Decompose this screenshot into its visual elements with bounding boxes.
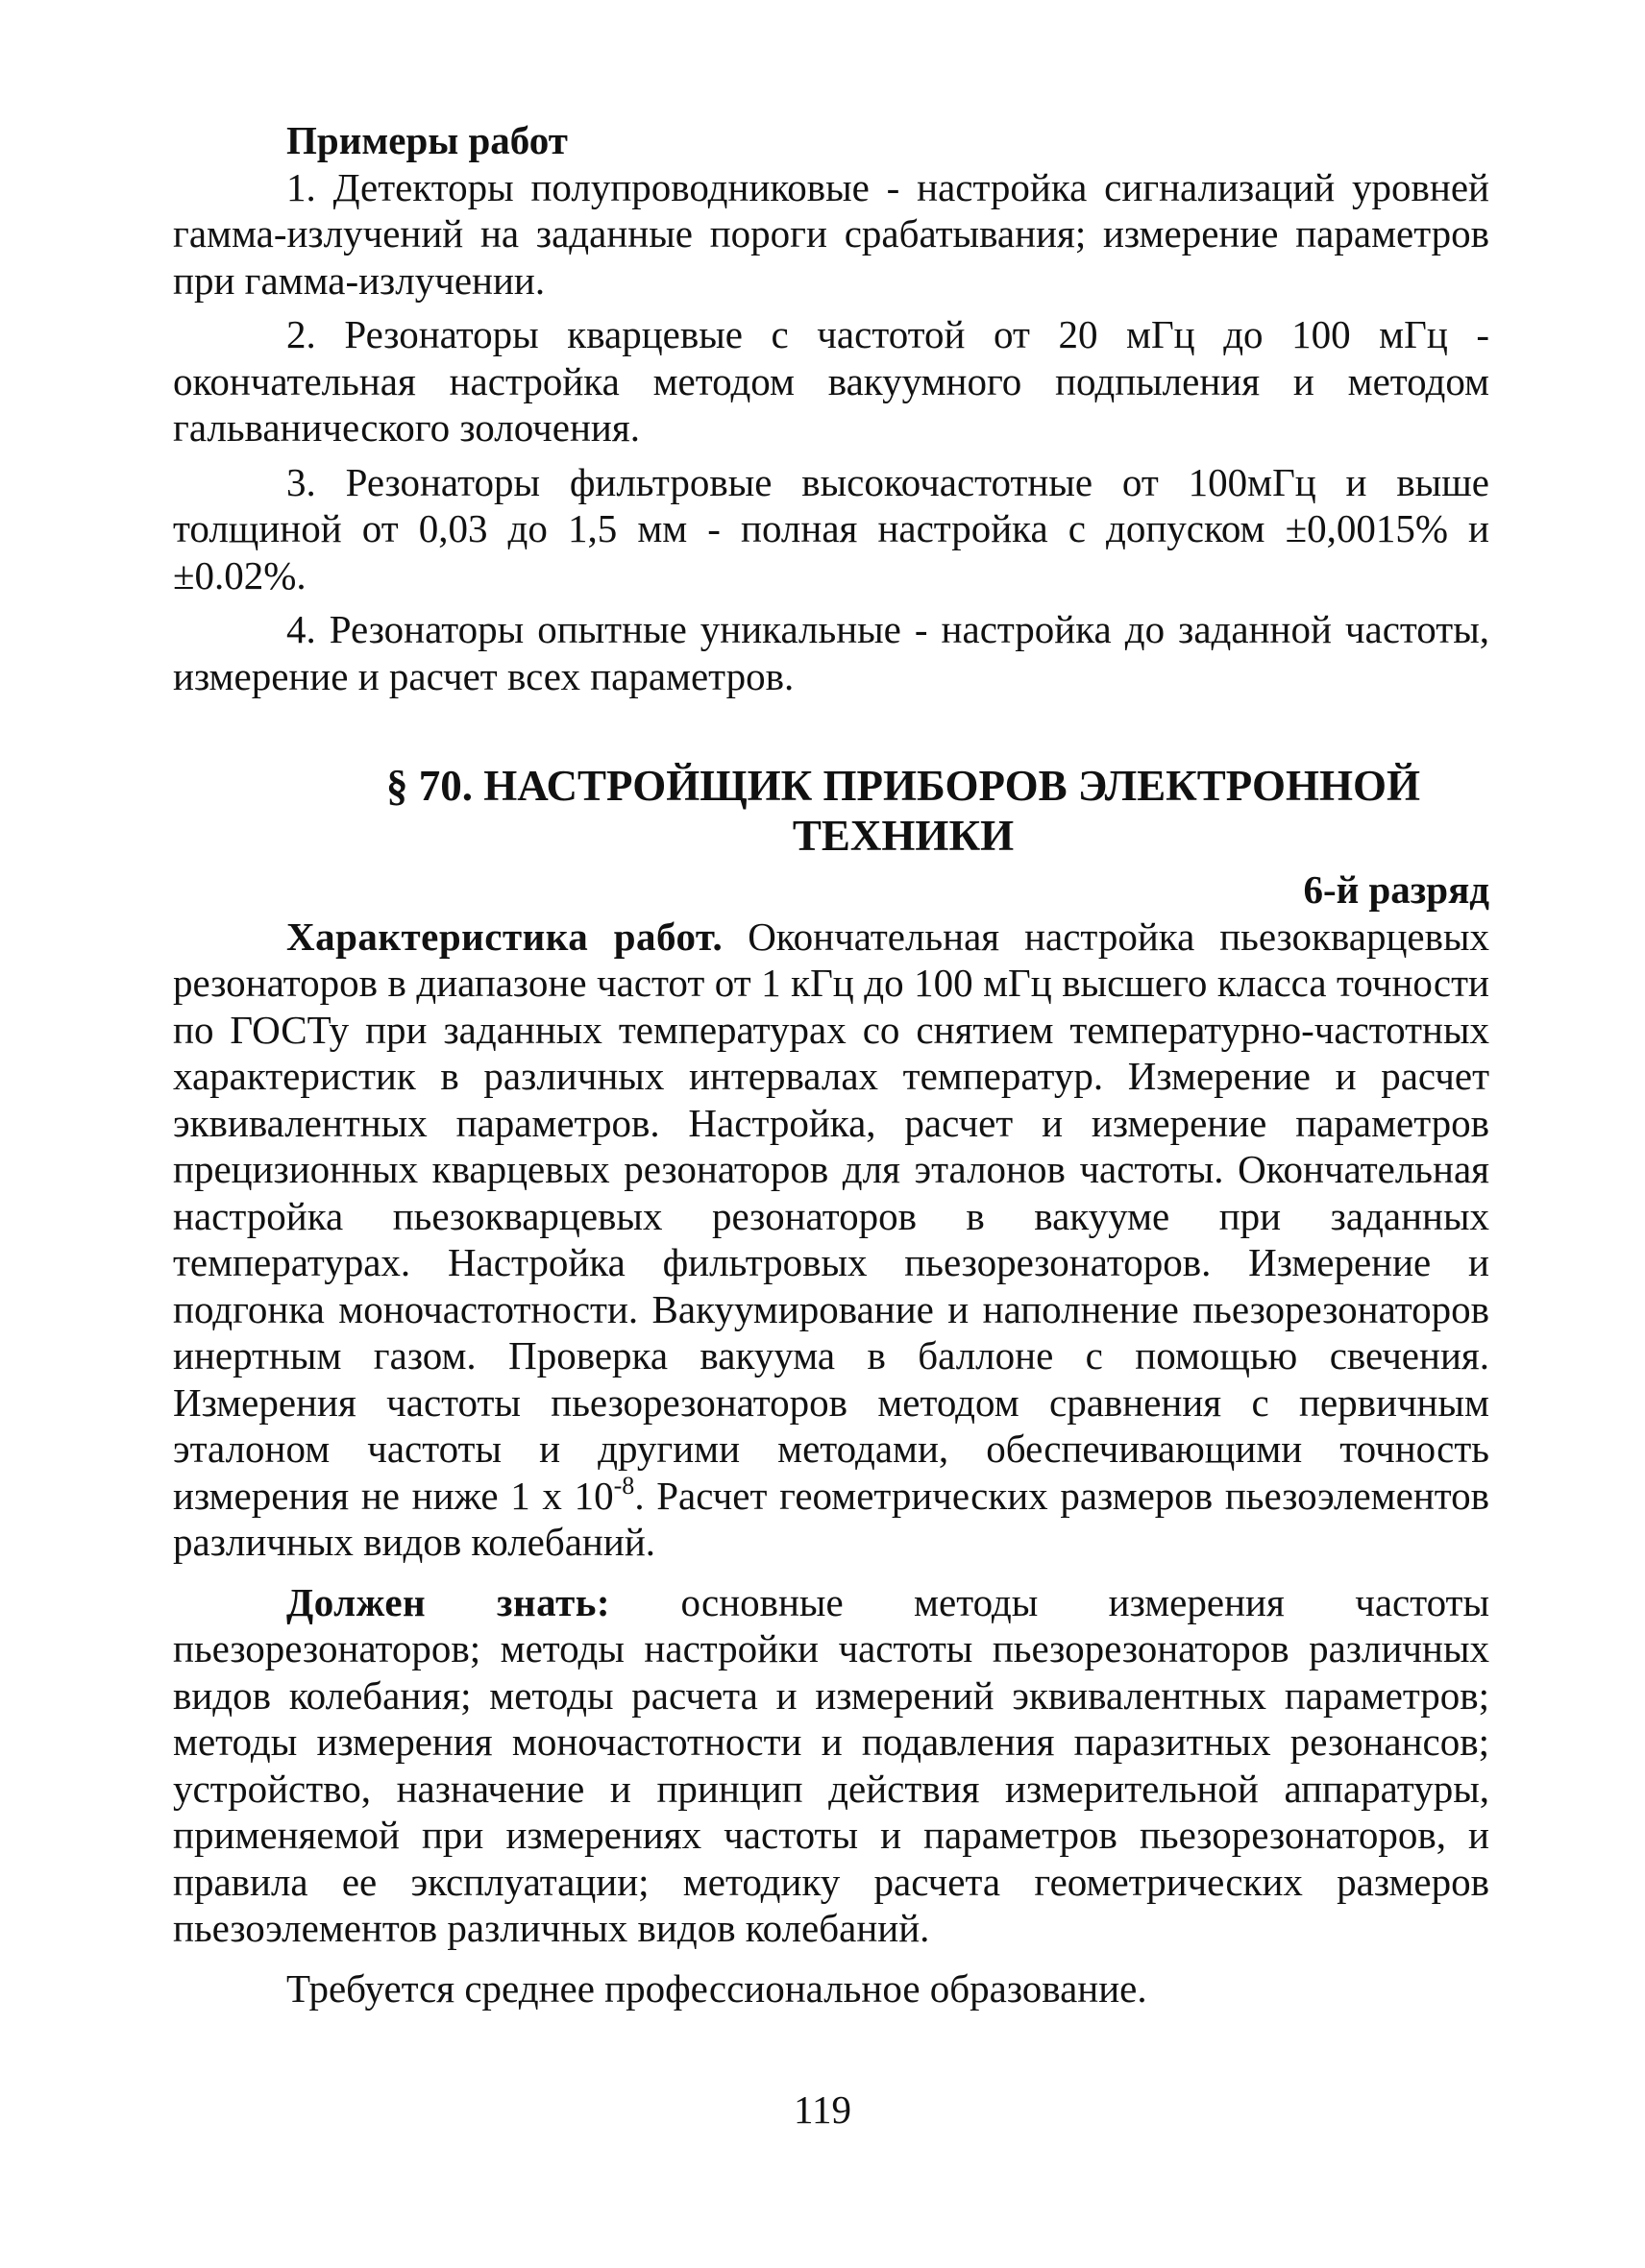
section-title-line-1: § 70. НАСТРОЙЩИК ПРИБОРОВ ЭЛЕКТРОННОЙ — [385, 762, 1421, 810]
example-item-4: 4. Резонаторы опытные уникальные - настройка до заданной частоты, измерение и расчет всех параметров. — [173, 607, 1489, 698]
examples-heading: Примеры работ — [286, 118, 568, 162]
characteristics-label: Характеристика работ. — [286, 914, 724, 959]
knowledge-label: Должен знать: — [286, 1579, 611, 1624]
characteristics-exponent: -8 — [613, 1471, 635, 1500]
example-item-2: 2. Резонаторы кварцевые с частотой от 20 мГц до 100 мГц - окончательная настройка методом вакуумного подпыления и методом гальванического золочения. — [173, 312, 1489, 450]
section-title — [173, 761, 1489, 861]
section-title-line-2: ТЕХНИКИ — [792, 812, 1015, 860]
characteristics-tail: . Расчет геометрических размеров пьезоэлементов различных видов колебаний. — [173, 1473, 1489, 1564]
education-requirement: Требуется среднее профессиональное образование. — [286, 1965, 1147, 2011]
characteristics-paragraph — [173, 914, 1489, 1566]
example-item-1: 1. Детекторы полупроводниковые - настройка сигнализаций уровней гамма-излучений на заданные пороги срабатывания; измерение параметров при гамма-излучении. — [173, 164, 1489, 303]
grade-label: 6-й разряд — [1303, 867, 1489, 912]
example-item-3: 3. Резонаторы фильтровые высокочастотные от 100мГц и выше толщиной от 0,03 до 1,5 мм - полная настройка с допуском ±0,0015% и ±0.02%. — [173, 459, 1489, 597]
characteristics-text: Окончательная настройка пьезокварцевых резонаторов в диапазоне частот от 1 кГц до 100 мГц высшего класса точности по ГОСТу при заданных температурах со снятием температурно-частотных характеристик в различных интервалах температур. Измерение и расчет эквивалентных параметров. Настройка, расчет и измерение параметров прецизионных кварцевых резонаторов для эталонов частоты. Окончательная настройка пьезокварцевых резонаторов в вакууме при заданных температурах. Настройка фильтровых пьезорезонаторов. Измерение и подгонка моночастотности. Вакуумирование и наполнение пьезорезонаторов инертным газом. Проверка вакуума в баллоне с помощью свечения. Измерения частоты пьезорезонаторов методом сравнения с первичным эталоном частоты и другими методами, обеспечивающими точность измерения не ниже 1 х 10 — [173, 914, 1489, 1518]
page-number: 119 — [794, 2087, 851, 2132]
knowledge-paragraph — [173, 1579, 1489, 1952]
knowledge-text: основные методы измерения частоты пьезорезонаторов; методы настройки частоты пьезорезонаторов различных видов колебания; методы расчета и измерений эквивалентных параметров; методы измерения моночастотности и подавления паразитных резонансов; устройство, назначение и принцип действия измерительной аппаратуры, применяемой при измерениях частоты и параметров пьезорезонаторов, и правила ее эксплуатации; методику расчета геометрических размеров пьезоэлементов различных видов колебаний. — [173, 1579, 1490, 1950]
page-body — [173, 117, 1489, 2012]
